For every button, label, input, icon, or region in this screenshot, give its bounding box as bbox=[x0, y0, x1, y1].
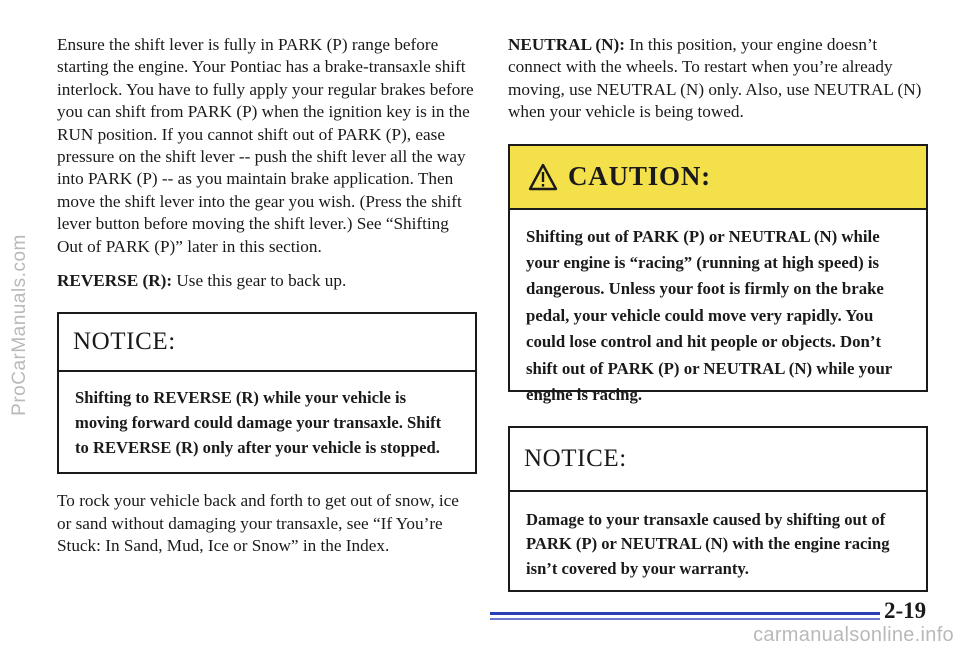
park-paragraph: Ensure the shift lever is fully in PARK (P) range before starting the engine. Your Pontiac has a brake-transaxle shift interlock. You have to fully apply your regular brakes before you can shift from PARK (P) when the ignition key is in the RUN position. If you cannot shift out of PARK (P), ease pressure on the shift lever -- push the shift lever all the way into PARK (P) -- as you maintain brake application. Then move the shift lever into the gear you wish. (Press the shift lever button before moving the shift lever.) See “Shifting Out of PARK (P)” later in this section. bbox=[57, 35, 474, 256]
right-column bbox=[508, 34, 933, 592]
notice-text: Damage to your transaxle caused by shifting out of PARK (P) or NEUTRAL (N) with the engine racing isn’t covered by your warranty. bbox=[526, 509, 890, 578]
footer-rule bbox=[490, 612, 880, 622]
reverse-label: REVERSE (R): bbox=[57, 271, 173, 291]
caution-box bbox=[508, 144, 928, 405]
warning-triangle-icon bbox=[528, 163, 558, 191]
reverse-text: Use this gear to back up. bbox=[172, 271, 347, 291]
side-watermark bbox=[0, 0, 40, 649]
warranty-notice-box bbox=[508, 426, 928, 592]
side-watermark-text: ProCarManuals.com bbox=[9, 233, 31, 416]
reverse-notice-box bbox=[57, 312, 477, 474]
notice-text: Shifting to REVERSE (R) while your vehicle is moving forward could damage your transaxle. Shift to REVERSE (R) only after your vehicle is stopped. bbox=[75, 388, 442, 457]
bottom-watermark: carmanualsonline.info bbox=[753, 624, 954, 646]
left-column bbox=[57, 34, 477, 570]
reverse-paragraph bbox=[57, 270, 477, 292]
neutral-paragraph bbox=[508, 34, 933, 124]
notice-heading: NOTICE: bbox=[510, 428, 926, 492]
rocking-paragraph: To rock your vehicle back and forth to get out of snow, ice or sand without damaging your transaxle, see “If You’re Stuck: In Sand, Mud, Ice or Snow” in the Index. bbox=[57, 491, 459, 556]
neutral-label: NEUTRAL (N): bbox=[508, 35, 625, 54]
notice-heading: NOTICE: bbox=[59, 314, 475, 372]
caution-header bbox=[510, 146, 926, 210]
page-number: 2-19 bbox=[884, 598, 927, 623]
caution-text: Shifting out of PARK (P) or NEUTRAL (N) while your engine is “racing” (running at high speed) is dangerous. Unless your foot is firmly on the brake pedal, your vehicle could move very rapidly. You could lose control and hit people or objects. Don’t shift out of PARK (P) or NEUTRAL (N) while your engine is racing. bbox=[526, 226, 892, 405]
neutral-text: In this position, your engine doesn’t connect with the wheels. To restart when you’re already moving, use NEUTRAL (N) only. Also, use NEUTRAL (N) when your vehicle is being towed. bbox=[508, 35, 922, 122]
caution-heading: CAUTION: bbox=[568, 161, 711, 192]
